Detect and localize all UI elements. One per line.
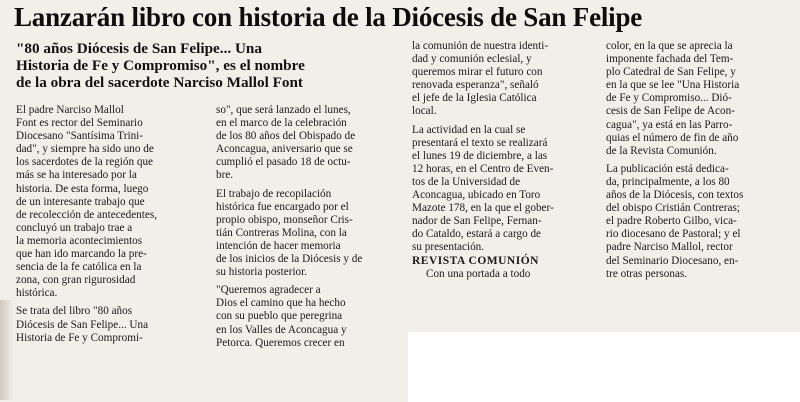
text-line: que han ido marcando la pre- [16, 248, 147, 261]
text-line: Se trata del libro "80 años [16, 305, 133, 318]
scan-shadow [0, 300, 14, 400]
text-line: Dios el camino que ha hecho [216, 297, 346, 310]
text-line: dad", y siempre ha sido uno de [16, 143, 154, 156]
text-line: color, en la que se aprecia la [606, 40, 733, 52]
text-line: La publicación está dedica- [606, 162, 729, 175]
text-line: historia. De esta forma, luego [16, 182, 149, 195]
text-line: el padre Roberto Gilbo, vica- [606, 215, 737, 228]
text-line: cesis de San Felipe de Acon- [606, 105, 735, 118]
text-line: de Fe y Compromiso... Dió- [606, 92, 732, 105]
text-line: su historia posterior. [216, 266, 308, 279]
headline: Lanzarán libro con historia de la Diócesis de San Felipe [14, 2, 643, 32]
text-line: Con una portada a todo [426, 267, 531, 280]
text-line: padre Narciso Mallol, rector [606, 241, 733, 254]
text-line: la memoria acontecimientos [16, 234, 143, 247]
subhead: REVISTA COMUNIÓN [412, 254, 539, 267]
text-line: plo Catedral de San Felipe, y [606, 66, 736, 79]
text-line: de los 80 años del Obispado de [216, 130, 356, 143]
text-line: dad y comunión eclesial, y [412, 53, 532, 66]
text-line: tos de la Universidad de [412, 175, 521, 188]
text-line: de los inicios de la Diócesis y de [216, 253, 363, 266]
text-line: en el marco de la celebración [216, 117, 347, 130]
text-line: sencia de la fe católica en la [16, 261, 142, 274]
text-line: presentará el texto se realizará [412, 136, 548, 149]
deck-line: "80 años Diócesis de San Felipe... Una [16, 40, 262, 57]
text-line: renovada esperanza", señaló [412, 79, 539, 92]
text-line: en los Valles de Aconcagua y [216, 323, 347, 336]
text-line: más se ha interesado por la [16, 169, 137, 182]
text-line: Petorca. Queremos crecer en [216, 336, 345, 349]
text-line: en la que se lee "Una Historia [606, 79, 740, 92]
column-3 [412, 40, 600, 281]
text-line: "Queremos agradecer a [216, 284, 321, 297]
text-line: su presentación. [412, 241, 485, 254]
text-line: El padre Narciso Mallol [16, 104, 124, 116]
text-line: los sacerdotes de la región que [16, 156, 153, 169]
text-line: do Cataldo, estará a cargo de [412, 228, 542, 241]
text-line: del Seminario Diocesano, en- [606, 254, 739, 267]
column-4 [606, 40, 794, 281]
deck-line: de la obra del sacerdote Narciso Mallol Font [16, 74, 303, 91]
text-line: el jefe de la Iglesia Católica [412, 92, 537, 105]
text-line: Aconcagua, aniversario que se [216, 143, 353, 156]
text-line: bre. [216, 169, 234, 182]
text-line: histórica fue encargado por el [216, 200, 349, 213]
text-line: concluyó un trabajo trae a [16, 221, 133, 234]
text-line: 12 horas, en el Centro de Even- [412, 162, 554, 175]
text-line: de recolección de antecedentes, [16, 208, 158, 221]
text-line: Font es rector del Seminario [16, 117, 143, 130]
text-line: imponente fachada del Tem- [606, 53, 734, 66]
deck [16, 40, 408, 91]
text-line: de un interesante trabajo que [16, 195, 145, 208]
text-line: propio obispo, monseñor Cris- [216, 213, 353, 226]
text-line: con su pueblo que peregrina [216, 310, 343, 323]
text-line: Diocesano "Santísima Trini- [16, 130, 144, 143]
text-line: tián Contreras Molina, con la [216, 226, 347, 239]
text-line: zona, con gran rigurosidad [16, 274, 136, 287]
text-line: Historia de Fe y Compromi- [16, 331, 143, 344]
text-line: El trabajo de recopilación [216, 187, 332, 200]
text-line: da, principalmente, a los 80 [606, 175, 730, 188]
text-line: rio diocesano de Pastoral; y el [606, 228, 741, 241]
text-line: quias el número de fin de año [606, 131, 739, 144]
text-line: intención de hacer memoria [216, 239, 341, 252]
blank-area [408, 332, 800, 402]
text-line: Diócesis de San Felipe... Una [16, 318, 149, 331]
text-line: nador de San Felipe, Fernan- [412, 215, 542, 228]
column-2 [216, 104, 406, 350]
text-line: tre otras personas. [606, 267, 688, 280]
text-line: el lunes 19 de diciembre, a las [412, 149, 548, 162]
text-line: Mazote 178, en la que el gober- [412, 202, 554, 215]
text-line: so", que será lanzado el lunes, [216, 104, 351, 116]
text-line: Aconcagua, ubicado en Toro [412, 189, 541, 202]
text-line: queremos mirar el futuro con [412, 66, 543, 79]
text-line: del obispo Cristián Contreras; [606, 202, 740, 215]
text-line: de la Revista Comunión. [606, 144, 717, 157]
text-line: La actividad en la cual se [412, 123, 526, 136]
column-1 [16, 104, 206, 345]
text-line: cumplió el pasado 18 de octu- [216, 156, 351, 169]
text-line: la comunión de nuestra identi- [412, 40, 549, 52]
text-line: histórica. [16, 287, 58, 300]
text-line: local. [412, 105, 437, 118]
text-line: años de la Diócesis, con textos [606, 189, 744, 202]
text-line: cagua", ya está en las Parro- [606, 118, 733, 131]
deck-line: Historia de Fe y Compromiso", es el nombre [16, 57, 305, 74]
